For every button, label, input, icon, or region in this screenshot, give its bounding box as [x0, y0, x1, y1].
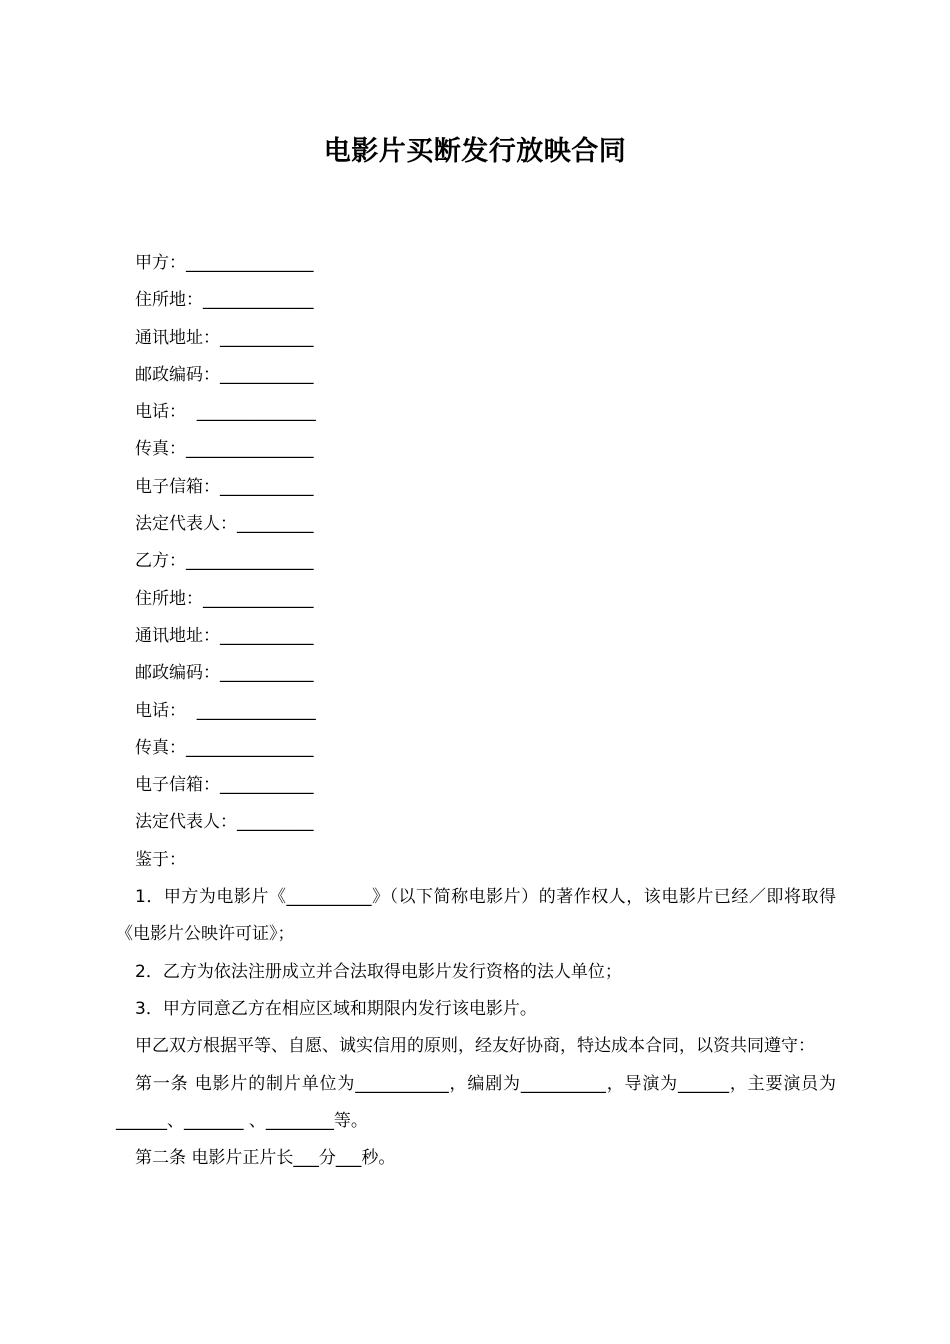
field-label: 邮政编码： [135, 663, 220, 684]
party-b-mailing-address-row [135, 618, 836, 655]
agreement-preamble: 甲乙双方根据平等、自愿、诚实信用的原则，经友好协商，特达成本合同，以资共同遵守： [135, 1036, 815, 1057]
party-a-section [116, 245, 836, 543]
field-label: 通讯地址： [135, 327, 220, 348]
recital-2: 2．乙方为依法注册成立并合法取得电影片发行资格的法人单位； [135, 961, 622, 982]
party-b-legal-rep-row [135, 804, 836, 841]
field-label: 乙方： [135, 551, 186, 572]
field-label: 法定代表人： [135, 514, 237, 535]
fill-in-blank: ___________ [220, 476, 314, 497]
whereas-label: 鉴于： [135, 849, 186, 870]
field-label: 传真： [135, 737, 186, 758]
party-b-address-row [135, 581, 836, 618]
party-a-fax-row [135, 431, 836, 468]
recital-3: 3．甲方同意乙方在相应区域和期限内发行该电影片。 [135, 998, 537, 1019]
fill-in-blank: _____________ [203, 290, 314, 311]
fill-in-blank: ___________ [220, 663, 314, 684]
fill-in-blank: _______________ [186, 737, 314, 758]
party-b-phone-row [135, 693, 836, 730]
field-label: 通讯地址： [135, 625, 220, 646]
field-label: 传真： [135, 439, 186, 460]
party-b-fax-row [135, 730, 836, 767]
fill-in-blank: ___________ [220, 775, 314, 796]
article-2: 第二条 电影片正片长___分___秒。 [135, 1148, 396, 1169]
fill-in-blank: ___________ [220, 364, 314, 385]
party-b-email-row [135, 767, 836, 804]
field-label: 电子信箱： [135, 476, 220, 497]
fill-in-blank: ______________ [186, 402, 316, 423]
document-body [116, 245, 836, 1177]
fill-in-blank: _________ [237, 812, 314, 833]
fill-in-blank: ______________ [186, 700, 316, 721]
party-a-phone-row [135, 394, 836, 431]
fill-in-blank: _______________ [186, 551, 314, 572]
party-a-legal-rep-row [135, 506, 836, 543]
field-label: 住所地： [135, 290, 203, 311]
fill-in-blank: ___________ [220, 625, 314, 646]
field-label: 甲方： [135, 253, 186, 273]
fill-in-blank: _________ [237, 514, 314, 535]
field-label: 电话： [135, 700, 186, 721]
party-a-address-row [135, 282, 836, 319]
party-b-section [116, 543, 836, 841]
party-a-mailing-address-row [135, 320, 836, 357]
field-label: 邮政编码： [135, 364, 220, 385]
fill-in-blank: _______________ [186, 253, 314, 273]
field-label: 法定代表人： [135, 812, 237, 833]
fill-in-blank: _____________ [203, 588, 314, 609]
field-label: 住所地： [135, 588, 203, 609]
party-a-postcode-row [135, 357, 836, 394]
party-a-name-row [135, 245, 836, 282]
party-b-postcode-row [135, 655, 836, 692]
field-label: 电子信箱： [135, 775, 220, 796]
article-1: 第一条 电影片的制片单位为___________，编剧为__________，导演为______，主要演员为______、_______ 、________等。 [116, 1073, 836, 1131]
party-b-name-row [135, 543, 836, 580]
fill-in-blank: ___________ [220, 327, 314, 348]
recital-1: 1．甲方为电影片《__________》（以下简称电影片）的著作权人，该电影片已经／即将取得《电影片公映许可证》； [116, 887, 836, 945]
party-a-email-row [135, 469, 836, 506]
document-title: 电影片买断发行放映合同 [323, 136, 627, 167]
field-label: 电话： [135, 402, 186, 423]
fill-in-blank: _______________ [186, 439, 314, 460]
